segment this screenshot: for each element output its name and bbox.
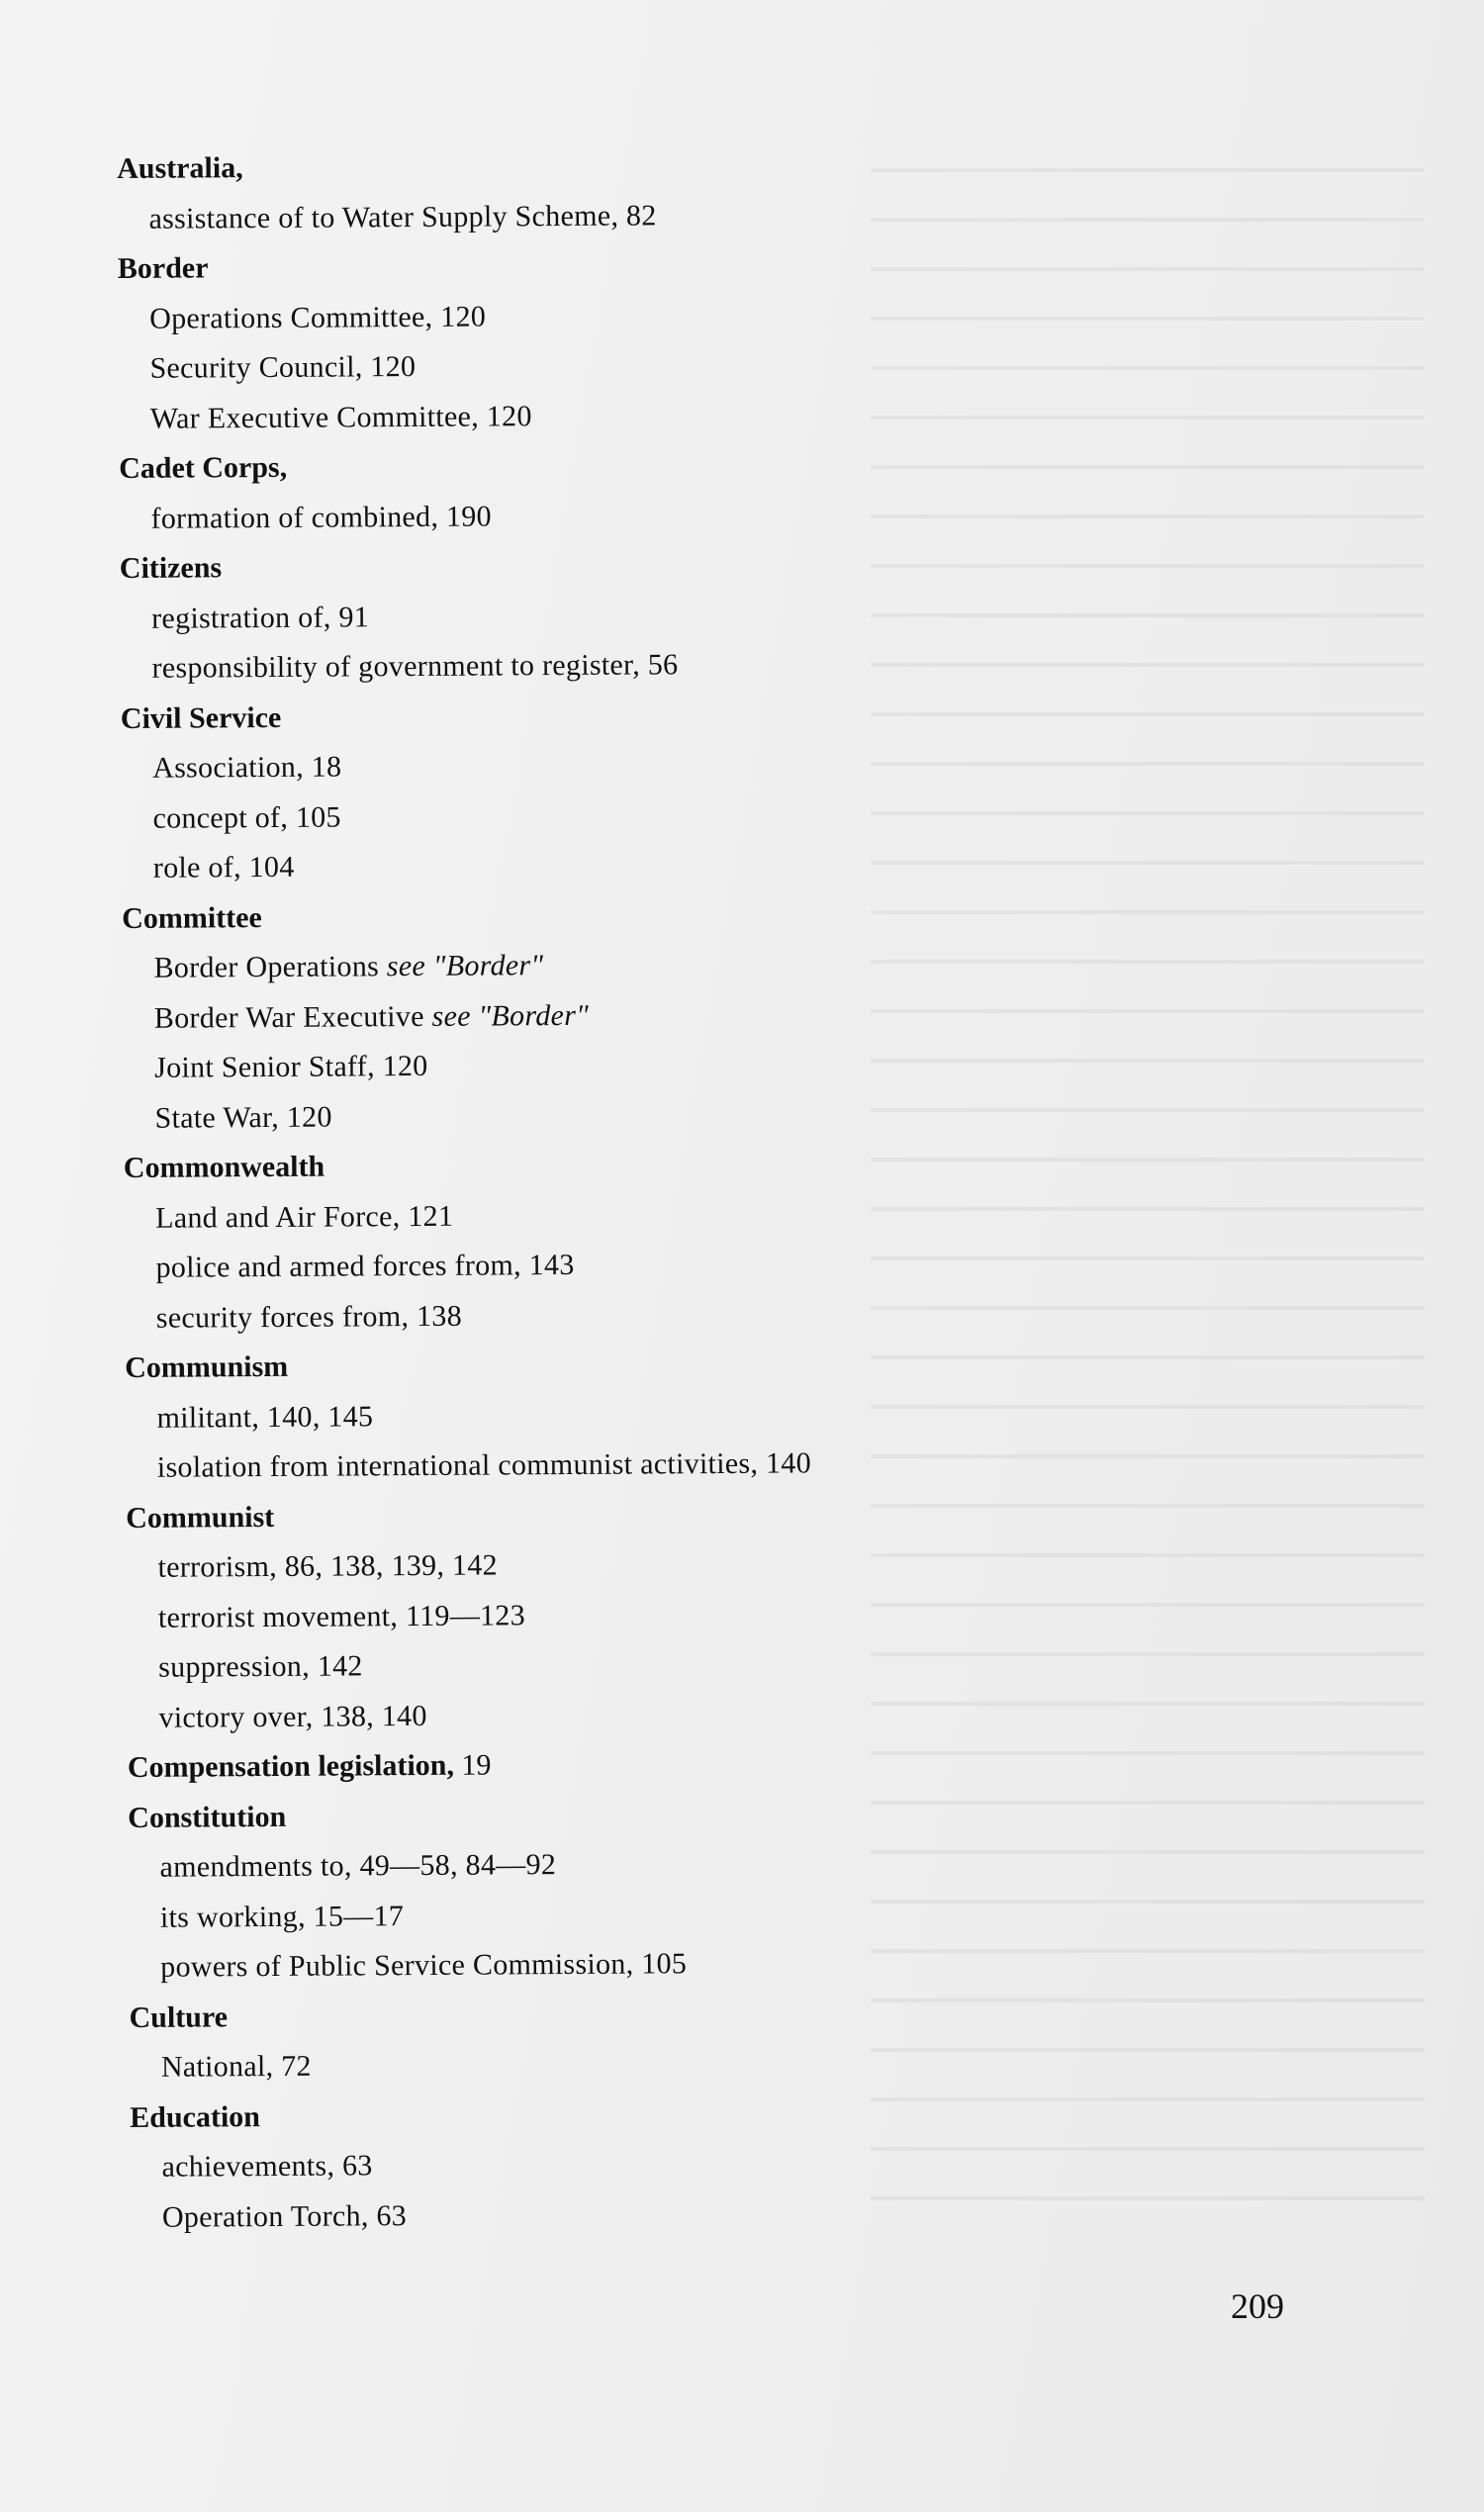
index-subentry: State War, 120 [154, 1100, 332, 1135]
index-subentry: terrorism, 86, 138, 139, 142 [157, 1548, 499, 1584]
subentry-text: Border War Executive [153, 999, 432, 1035]
index-entry [120, 538, 1011, 694]
index-subentry: militant, 140, 145 [156, 1399, 374, 1435]
index-entry [124, 1138, 1015, 1344]
index-entry [118, 238, 1009, 444]
index-heading: Border [117, 251, 209, 285]
index-entry [128, 1737, 1018, 1793]
index-subentry: suppression, 142 [158, 1649, 363, 1684]
index-heading: Committee [122, 900, 262, 935]
index-subentry: Association, 18 [152, 750, 342, 785]
index-heading: Communism [125, 1349, 289, 1384]
index-subentry [122, 938, 1012, 993]
index-heading: Education [130, 2099, 261, 2134]
index-subentry: police and armed forces from, 143 [155, 1248, 575, 1284]
index-subentry: National, 72 [160, 2049, 312, 2084]
heading-pages: 19 [453, 1748, 492, 1782]
index-subentry: formation of combined, 190 [150, 499, 493, 535]
heading-text: Compensation legislation, [127, 1748, 455, 1784]
see-reference: see "Border" [431, 998, 590, 1033]
index-subentry: registration of, 91 [151, 600, 370, 635]
index-entry [125, 1338, 1016, 1493]
index-heading: Cadet Corps, [119, 450, 288, 485]
index-subentry: victory over, 138, 140 [158, 1699, 427, 1734]
index-heading: Australia, [117, 151, 243, 185]
index-heading: Communist [126, 1500, 275, 1535]
index-subentry: powers of Public Service Commission, 105 [160, 1947, 688, 1984]
index-entry [128, 1787, 1019, 1993]
index-subentry: isolation from international communist activities, 140 [156, 1446, 812, 1484]
see-reference: see "Border" [386, 949, 544, 983]
index-entry [122, 888, 1014, 1144]
index-subentry: Joint Senior Staff, 120 [154, 1049, 428, 1084]
index-subentry: assistance of to Water Supply Scheme, 82 [148, 198, 657, 235]
index-subentry: security forces from, 138 [155, 1299, 463, 1335]
index-heading: Commonwealth [123, 1150, 325, 1184]
subentry-text: Border Operations [153, 950, 387, 984]
index-subentry: Security Council, 120 [149, 350, 417, 385]
index-entry [129, 1987, 1020, 2093]
index-entry [121, 689, 1012, 894]
index-list [117, 139, 1021, 2243]
index-entry [126, 1488, 1018, 1743]
index-subentry: concept of, 105 [152, 800, 341, 835]
index-heading [128, 1737, 1018, 1793]
index-subentry: Operation Torch, 63 [161, 2198, 408, 2234]
page-number: 209 [1231, 2286, 1284, 2326]
index-subentry: achievements, 63 [161, 2149, 373, 2184]
index-heading: Citizens [119, 551, 223, 585]
index-subentry: its working, 15—17 [159, 1899, 405, 1934]
index-subentry: amendments to, 49—58, 84—92 [159, 1848, 557, 1884]
index-subentry: terrorist movement, 119—123 [157, 1598, 526, 1634]
index-heading: Constitution [128, 1800, 287, 1834]
index-subentry: responsibility of government to register, 56 [151, 648, 679, 685]
index-subentry: Land and Air Force, 121 [155, 1199, 454, 1235]
index-subentry [123, 988, 1013, 1044]
index-subentry: War Executive Committee, 120 [149, 399, 532, 435]
index-subentry: Operations Committee, 120 [149, 300, 487, 335]
index-entry [119, 438, 1010, 544]
index-subentry: role of, 104 [152, 850, 295, 884]
index-heading: Civil Service [120, 700, 282, 735]
index-heading: Culture [129, 2000, 229, 2034]
index-entry [117, 139, 1008, 244]
index-entry [130, 2087, 1021, 2242]
